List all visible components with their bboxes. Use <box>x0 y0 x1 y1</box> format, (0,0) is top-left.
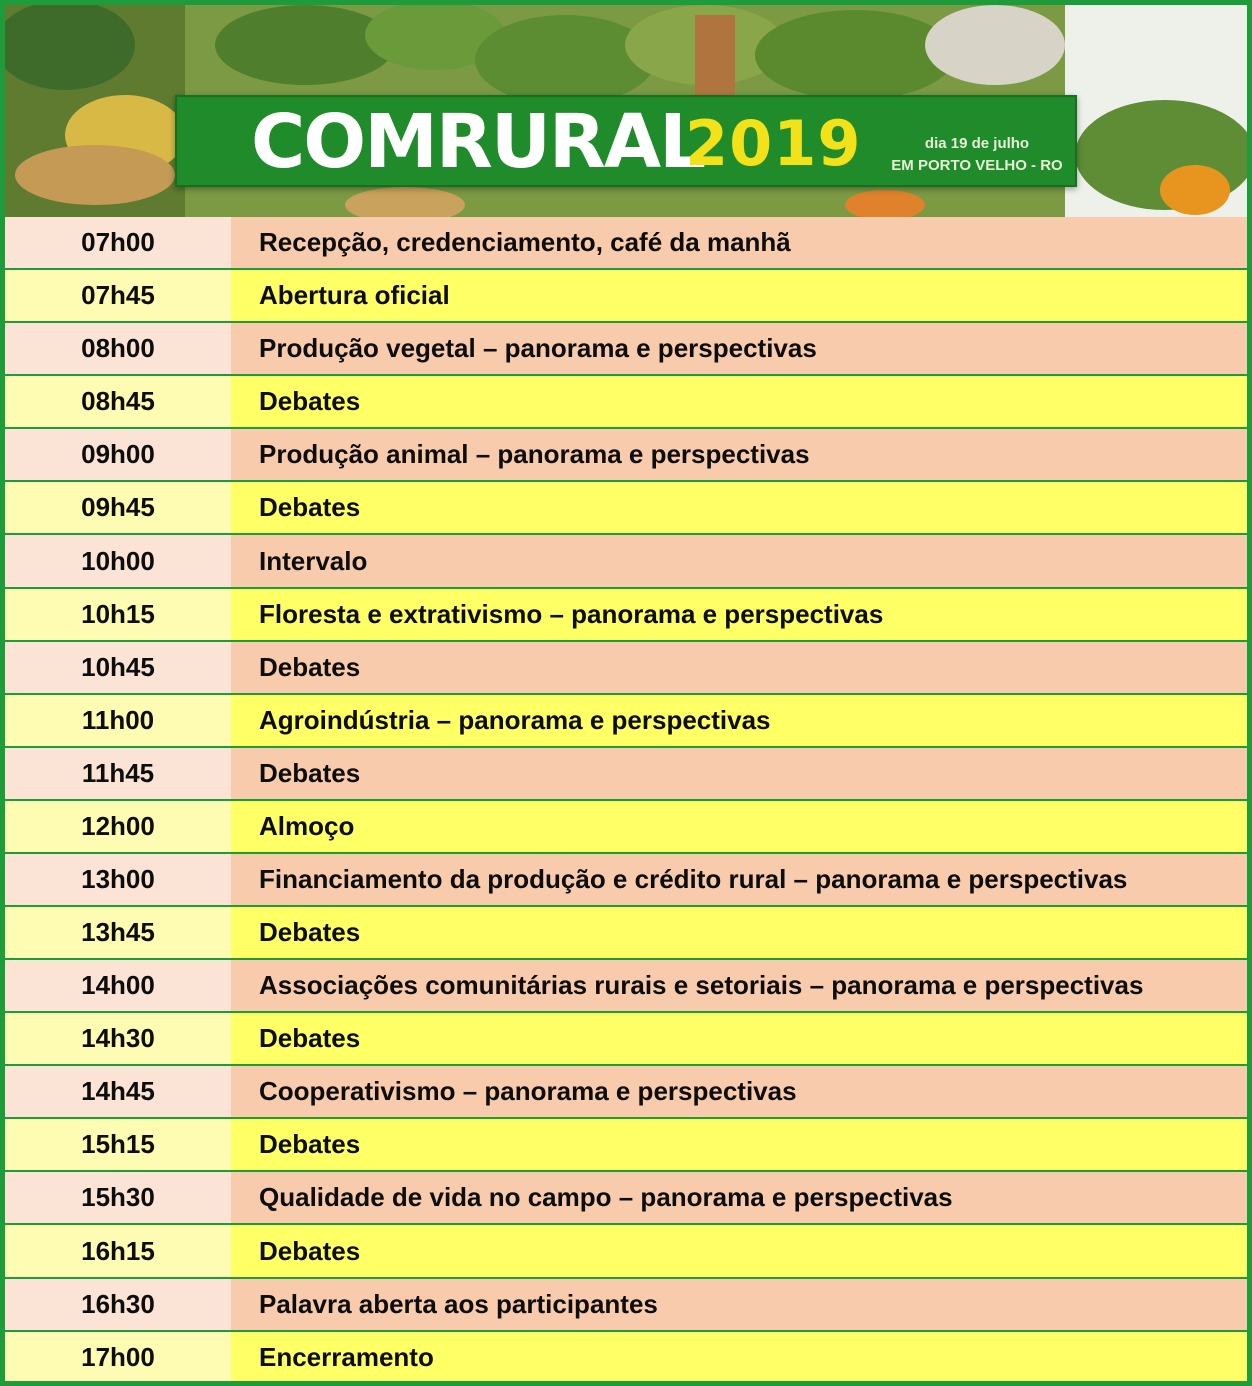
table-row <box>5 270 1247 323</box>
schedule-activity: Debates <box>231 642 1247 693</box>
table-row <box>5 1332 1247 1385</box>
schedule-activity: Encerramento <box>231 1332 1247 1383</box>
schedule-time: 16h30 <box>5 1279 231 1330</box>
schedule-activity: Intervalo <box>231 535 1247 586</box>
table-row <box>5 642 1247 695</box>
table-row <box>5 1119 1247 1172</box>
schedule-time: 09h00 <box>5 429 231 480</box>
table-row <box>5 748 1247 801</box>
event-date-location <box>877 133 1077 177</box>
schedule-time: 12h00 <box>5 801 231 852</box>
schedule-activity: Financiamento da produção e crédito rural – panorama e perspectivas <box>231 854 1247 905</box>
schedule-time: 13h00 <box>5 854 231 905</box>
schedule-time: 08h45 <box>5 376 231 427</box>
schedule-time: 09h45 <box>5 482 231 533</box>
table-row <box>5 801 1247 854</box>
table-row <box>5 429 1247 482</box>
table-row <box>5 589 1247 642</box>
table-row <box>5 960 1247 1013</box>
schedule-activity: Debates <box>231 482 1247 533</box>
schedule-activity: Debates <box>231 1119 1247 1170</box>
table-row <box>5 376 1247 429</box>
table-row <box>5 1172 1247 1225</box>
schedule-activity: Associações comunitárias rurais e setoriais – panorama e perspectivas <box>231 960 1247 1011</box>
event-location: EM PORTO VELHO - RO <box>891 157 1063 174</box>
schedule-time: 15h30 <box>5 1172 231 1223</box>
schedule-time: 17h00 <box>5 1332 231 1383</box>
schedule-time: 07h45 <box>5 270 231 321</box>
schedule-activity: Debates <box>231 1225 1247 1276</box>
schedule-activity: Almoço <box>231 801 1247 852</box>
schedule-activity: Abertura oficial <box>231 270 1247 321</box>
table-row <box>5 907 1247 960</box>
schedule-time: 11h45 <box>5 748 231 799</box>
schedule-time: 10h15 <box>5 589 231 640</box>
header-banner <box>5 5 1247 217</box>
event-date: dia 19 de julho <box>924 135 1030 152</box>
schedule-time: 10h00 <box>5 535 231 586</box>
schedule-activity: Palavra aberta aos participantes <box>231 1279 1247 1330</box>
table-row <box>5 535 1247 588</box>
schedule-table <box>5 217 1247 1385</box>
schedule-activity: Produção vegetal – panorama e perspectivas <box>231 323 1247 374</box>
table-row <box>5 1066 1247 1119</box>
schedule-activity: Debates <box>231 907 1247 958</box>
schedule-activity: Debates <box>231 376 1247 427</box>
logo-title <box>251 99 704 185</box>
schedule-time: 11h00 <box>5 695 231 746</box>
table-row <box>5 217 1247 270</box>
schedule-activity: Qualidade de vida no campo – panorama e perspectivas <box>231 1172 1247 1223</box>
schedule-activity: Floresta e extrativismo – panorama e perspectivas <box>231 589 1247 640</box>
schedule-activity: Cooperativismo – panorama e perspectivas <box>231 1066 1247 1117</box>
table-row <box>5 1279 1247 1332</box>
schedule-time: 07h00 <box>5 217 231 268</box>
schedule-activity: Agroindústria – panorama e perspectivas <box>231 695 1247 746</box>
schedule-time: 14h30 <box>5 1013 231 1064</box>
table-row <box>5 854 1247 907</box>
logo-rural: RURAL <box>435 99 705 185</box>
table-row <box>5 1013 1247 1066</box>
schedule-activity: Debates <box>231 748 1247 799</box>
table-row <box>5 695 1247 748</box>
schedule-time: 08h00 <box>5 323 231 374</box>
schedule-time: 16h15 <box>5 1225 231 1276</box>
schedule-time: 15h15 <box>5 1119 231 1170</box>
schedule-activity: Recepção, credenciamento, café da manhã <box>231 217 1247 268</box>
logo-com: COM <box>251 99 436 185</box>
schedule-time: 13h45 <box>5 907 231 958</box>
schedule-activity: Debates <box>231 1013 1247 1064</box>
schedule-time: 10h45 <box>5 642 231 693</box>
table-row <box>5 323 1247 376</box>
logo-year: 2019 <box>685 107 862 180</box>
schedule-activity: Produção animal – panorama e perspectivas <box>231 429 1247 480</box>
schedule-time: 14h45 <box>5 1066 231 1117</box>
table-row <box>5 482 1247 535</box>
table-row <box>5 1225 1247 1278</box>
schedule-time: 14h00 <box>5 960 231 1011</box>
event-logo <box>175 95 1077 187</box>
